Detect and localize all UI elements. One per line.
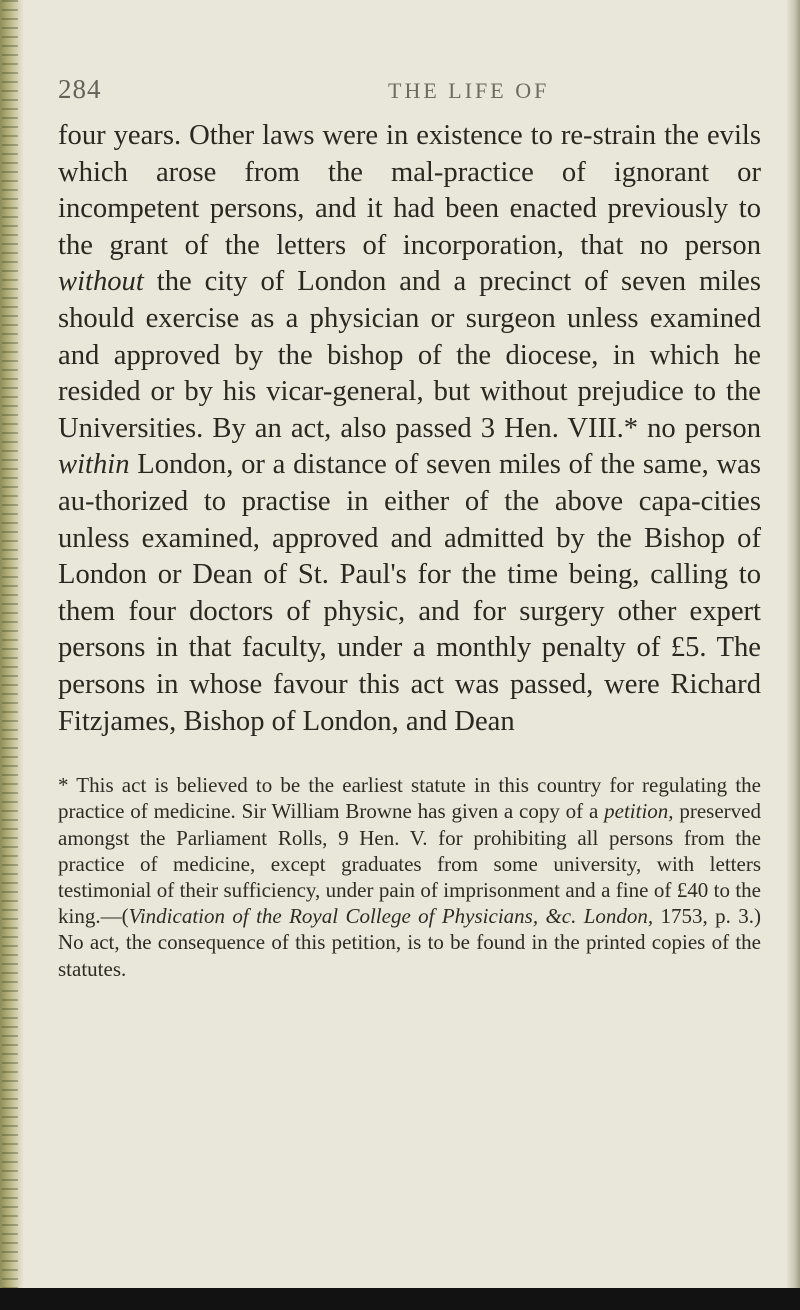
book-page <box>58 74 761 982</box>
footnote-text-run: * This act is believed to be the earliest statute in this country for regulating the practice of medicine. Sir William Browne has given a copy of a <box>58 773 761 824</box>
book-binding-edge <box>0 0 24 1310</box>
footnote-text-run: preserved amongst the Parliament Rolls, 9 Hen. V. for prohibiting all persons from the practice of medicine, except graduates from some university, with letters testimonial of their sufficiency, under pain of imprisonment and a fine of £40 to the king.—( <box>58 799 761 929</box>
page-number: 284 <box>58 74 102 104</box>
running-head: THE LIFE OF <box>388 78 550 103</box>
page-right-edge <box>786 0 800 1310</box>
body-text-run: the city of London and a precinct of seven miles should exercise as a physician or surgeon unless examined and approved by the bishop of the diocese, in which he resided or by his vicar-general, but without prejudice to the Universities. By an act, also passed 3 Hen. VIII.* no person <box>58 266 761 444</box>
scan-bottom-border <box>0 1288 800 1310</box>
show-through-text <box>58 740 761 764</box>
footnote-text-run: 1753, p. 3.) No act, the consequence of this petition, is to be found in the printed copies of the statutes. <box>58 904 762 981</box>
body-text-run: four years. Other laws were in existence to re-strain the evils which arose from the mal-practice of ignorant or incompetent persons, and it had been enacted previously to the grant of the letters of incorporation, that no person <box>58 120 761 261</box>
footnote-italic-run: Vindication of the Royal College of Physicians, &c. London, <box>128 904 654 929</box>
body-text-run: London, or a distance of seven miles of the same, was au-thorized to practise in either of the above capa-cities unless examined, approved and admitted by the Bishop of London or Dean of St. Paul's for the time being, calling to them four doctors of physic, and for surgery other expert persons in that faculty, under a monthly penalty of £5. The persons in whose favour this act was passed, were Richard Fitzjames, Bishop of London, and Dean <box>58 449 761 737</box>
footnote <box>58 772 761 982</box>
main-paragraph <box>58 118 761 740</box>
body-italic-run: within <box>58 449 130 481</box>
footnote-italic-run: petition, <box>604 799 674 824</box>
page-header <box>58 74 761 118</box>
body-italic-run: without <box>58 266 144 298</box>
binding-texture <box>2 0 18 1310</box>
